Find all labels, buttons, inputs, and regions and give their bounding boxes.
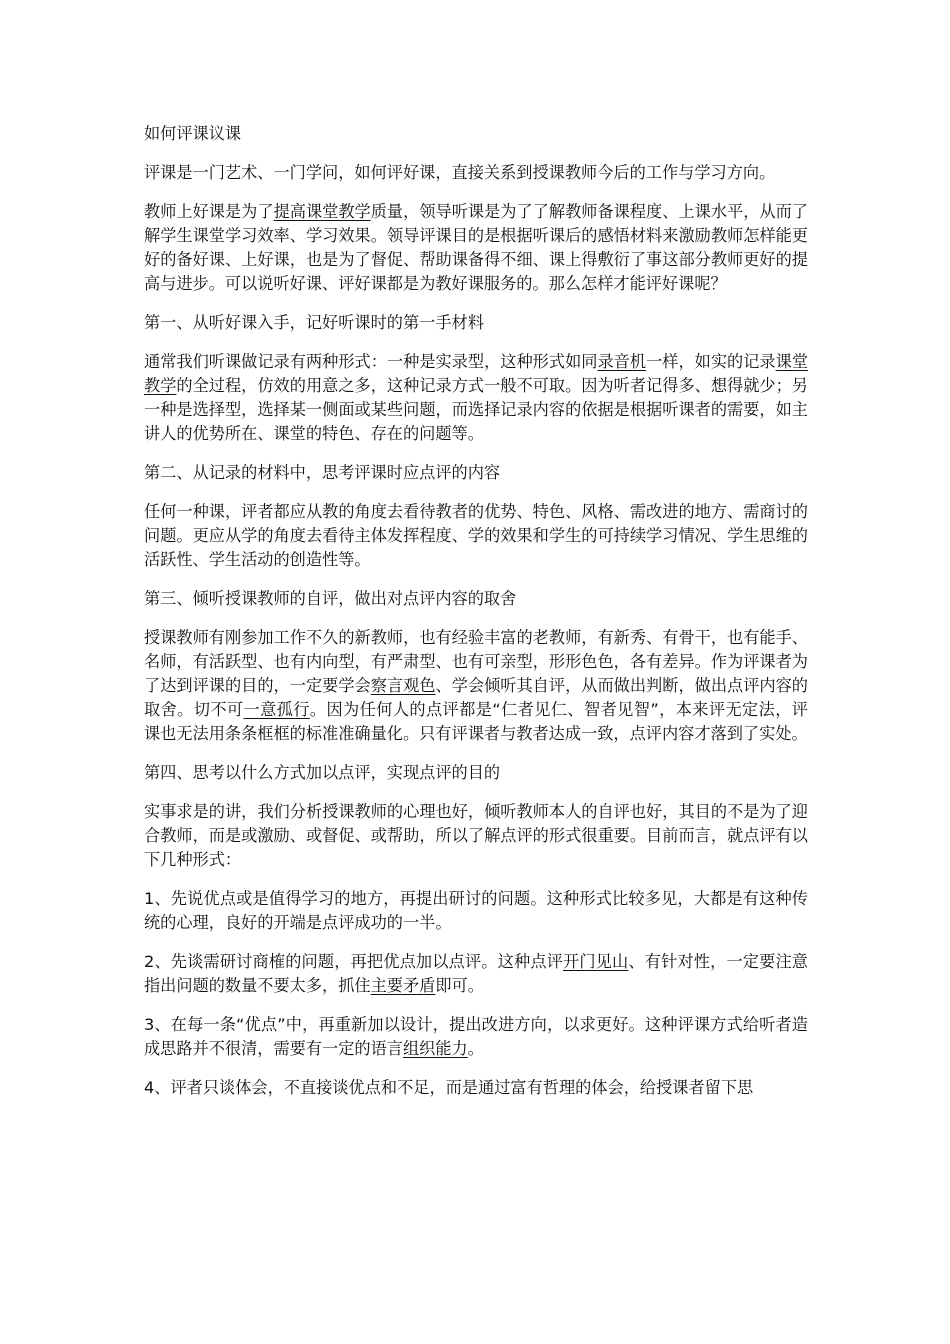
text-run: 一样，如实的记录	[646, 352, 776, 371]
text-run: 。因为任何人的点评都是“仁者见仁、智者见智”，本来评无定法，评课也无法用条条框框的标准准确量化。只有评课者与教者达成一致，点评内容才落到了实处。	[144, 700, 808, 743]
section-heading-4: 第四、思考以什么方式加以点评，实现点评的目的	[144, 763, 501, 782]
link-tape-recorder[interactable]: 录音机	[597, 352, 647, 371]
text-run: 授课教师有刚参加工作不久的新教师，也有经验丰富的老教师，有新秀、有骨干，也有能手、名师，有活跃型、也有内向型，有严肃型、也有可亲型，形形色色，各有差异。作为评课者为了达到评课的目的，一定要学会	[144, 628, 808, 695]
section-heading-1: 第一、从听好课入手，记好听课时的第一手材料	[144, 313, 484, 332]
paragraph-purpose	[144, 200, 808, 296]
list-item-4: 4、评者只谈体会，不直接谈优点和不足，而是通过富有哲理的体会，给授课者留下思	[144, 1078, 754, 1097]
intro-paragraph: 评课是一门艺术、一门学问，如何评好课，直接关系到授课教师今后的工作与学习方向。	[144, 163, 776, 182]
link-wilful[interactable]: 一意孤行	[243, 700, 310, 719]
text-run: 的全过程，仿效的用意之多，这种记录方式一般不可取。因为听者记得多、想得就少；另一种是选择型，选择某一侧面或某些问题，而选择记录内容的依据是根据听课者的需要，如主讲人的优势所在、课堂的特色、存在的问题等。	[144, 376, 808, 443]
paragraph-self-review	[144, 626, 808, 746]
text-run: 。	[467, 1039, 484, 1058]
text-run: 、有针对性，一定要注意指出问题的数量不要太多，抓住	[144, 952, 808, 995]
text-run: 教师上好课是为了	[144, 202, 274, 221]
document-body	[144, 122, 808, 1115]
paragraph-record-methods	[144, 350, 808, 446]
text-run: 3、在每一条“优点”中，再重新加以设计，提出改进方向，以求更好。这种评课方式给听者造成思路并不很清，需要有一定的语言	[144, 1015, 808, 1058]
list-item-1: 1、先说优点或是值得学习的地方，再提出研讨的问题。这种形式比较多见，大都是有这种传统的心理，良好的开端是点评成功的一半。	[144, 889, 808, 932]
text-run: 即可。	[435, 976, 484, 995]
list-item-2	[144, 950, 808, 998]
paragraph-review-forms: 实事求是的讲，我们分析授课教师的心理也好，倾听教师本人的自评也好，其目的不是为了迎合教师，而是或激励、或督促、或帮助，所以了解点评的形式很重要。目前而言，就点评有以下几种形式：	[144, 802, 808, 869]
link-straight-to-point[interactable]: 开门见山	[563, 952, 629, 971]
link-main-contradiction[interactable]: 主要矛盾	[370, 976, 436, 995]
link-read-expressions[interactable]: 察言观色	[370, 676, 436, 695]
section-heading-3: 第三、倾听授课教师的自评，做出对点评内容的取舍	[144, 589, 517, 608]
text-run: 、学会倾听其自评，从而做出判断，做出点评内容的取舍。切不可	[144, 676, 808, 719]
document-title: 如何评课议课	[144, 124, 242, 143]
link-improve-teaching[interactable]: 提高课堂教学	[273, 202, 371, 221]
link-classroom-teaching[interactable]: 课堂教学	[144, 352, 809, 395]
text-run: 质量，领导听课是为了了解教师备课程度、上课水平，从而了解学生课堂学习效率、学习效果。领导评课目的是根据听课后的感悟材料来激励教师怎样能更好的备好课、上好课，也是为了督促、帮助课备得不细、课上得敷衍了事这部分教师更好的提高与进步。可以说听好课、评好课都是为教好课服务的。那么怎样才能评好课呢？	[144, 202, 808, 293]
paragraph-review-content: 任何一种课，评者都应从教的角度去看待教者的优势、特色、风格、需改进的地方、需商讨的问题。更应从学的角度去看待主体发挥程度、学的效果和学生的可持续学习情况、学生思维的活跃性、学生活动的创造性等。	[144, 502, 808, 569]
text-run: 通常我们听课做记录有两种形式：一种是实录型，这种形式如同	[144, 352, 598, 371]
text-run: 2、先谈需研讨商榷的问题，再把优点加以点评。这种点评	[144, 952, 564, 971]
link-organization-ability[interactable]: 组织能力	[403, 1039, 468, 1058]
section-heading-2: 第二、从记录的材料中，思考评课时应点评的内容	[144, 463, 501, 482]
list-item-3	[144, 1013, 808, 1061]
